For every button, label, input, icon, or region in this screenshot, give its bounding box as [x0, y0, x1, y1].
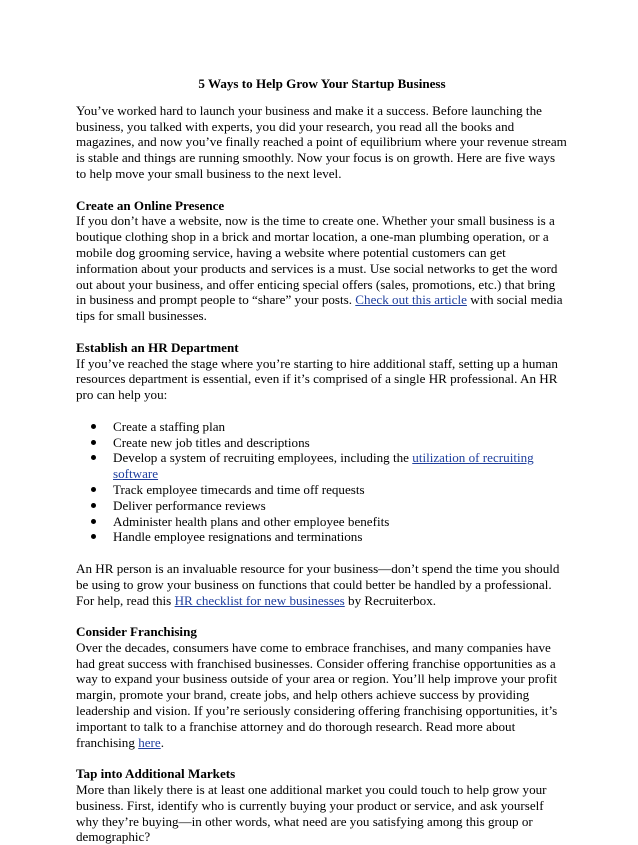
franchising-here-link[interactable]: here [138, 734, 161, 750]
section-text: If you don’t have a website, now is the time to create one. Whether your small business is a boutique clothing shop in a brick and mortar location, a one-man plumbing operation, or a mobile dog grooming service, having a website where potential customers can get information about your products and services is a must. Use social networks to get the word out about your business, and offer enticing special offers (sales, promotions, etc.) that bring in business and prompt people to “share” your posts. [76, 213, 558, 308]
bullet-icon [91, 503, 96, 508]
bullet-icon [91, 534, 96, 539]
bullet-icon [91, 440, 96, 445]
section-text: Over the decades, consumers have come to embrace franchises, and many companies have had great success with franchised businesses. Consider offering franchise opportunities as a way to expand your business outside of your area or region. You’ll help improve your profit margin, promote your brand, create jobs, and help others achieve success by providing leadership and vision. If you’re seriously considering offering franchising opportunities, it’s important to talk to a franchise attorney and do thorough research. Read more about franchising [76, 639, 558, 750]
list-item: Deliver performance reviews [113, 498, 568, 514]
section-online-presence [76, 198, 568, 324]
intro-paragraph: You’ve worked hard to launch your business and make it a success. Before launching the business, you talked with experts, you did your research, you read all the books and magazines, and now you’ve finally reached a point of equilibrium where your revenue stream is stable and things are running smoothly. Now your focus is on growth. Here are five ways to help move your small business to the next level. [76, 102, 567, 181]
section-text: with social media tips for small businesses. [76, 292, 563, 324]
list-item: Handle employee resignations and terminations [113, 529, 568, 545]
list-item: Administer health plans and other employee benefits [113, 514, 568, 530]
bullet-icon [91, 519, 96, 524]
document-title: 5 Ways to Help Grow Your Startup Business [198, 76, 446, 91]
hr-closing-paragraph: An HR person is an invaluable resource for your business—don’t spend the time you should be using to grow your business on functions that could better be handled by a professional. For help, read this HR checklist for new businesses by Recruiterbox. [76, 560, 560, 608]
list-item: Develop a system of recruiting employees, including the utilization of recruiting software [113, 450, 568, 482]
section-heading: Create an Online Presence [76, 197, 225, 213]
list-item: Create new job titles and descriptions [113, 435, 568, 451]
section-heading: Establish an HR Department [76, 339, 239, 355]
hr-checklist-link[interactable]: HR checklist for new businesses [174, 592, 345, 608]
section-text: . [160, 734, 164, 750]
section-franchising [76, 624, 568, 750]
section-text: More than likely there is at least one additional market you could touch to help grow your business. First, identify who is currently buying your product or service, and ask yourself why they’re buying—in other words, what need are you satisfying among this group or demographic? [76, 782, 547, 845]
list-item: Create a staffing plan [113, 419, 568, 435]
bullet-icon [91, 455, 96, 460]
section-additional-markets [76, 766, 568, 845]
section-heading: Tap into Additional Markets [76, 766, 236, 782]
bullet-icon [91, 424, 96, 429]
hr-bullet-list [76, 419, 568, 545]
bullet-icon [91, 487, 96, 492]
social-media-article-link[interactable]: Check out this article [355, 292, 467, 308]
section-text: If you’ve reached the stage where you’re starting to hire additional staff, setting up a human resources department is essential, even if it’s comprised of a single HR professional. An HR pro can help you: [76, 355, 558, 403]
recruiting-software-link[interactable]: utilization of recruiting software [113, 450, 534, 482]
list-item: Track employee timecards and time off requests [113, 482, 568, 498]
section-hr-department [76, 340, 568, 403]
section-heading: Consider Franchising [76, 624, 197, 640]
